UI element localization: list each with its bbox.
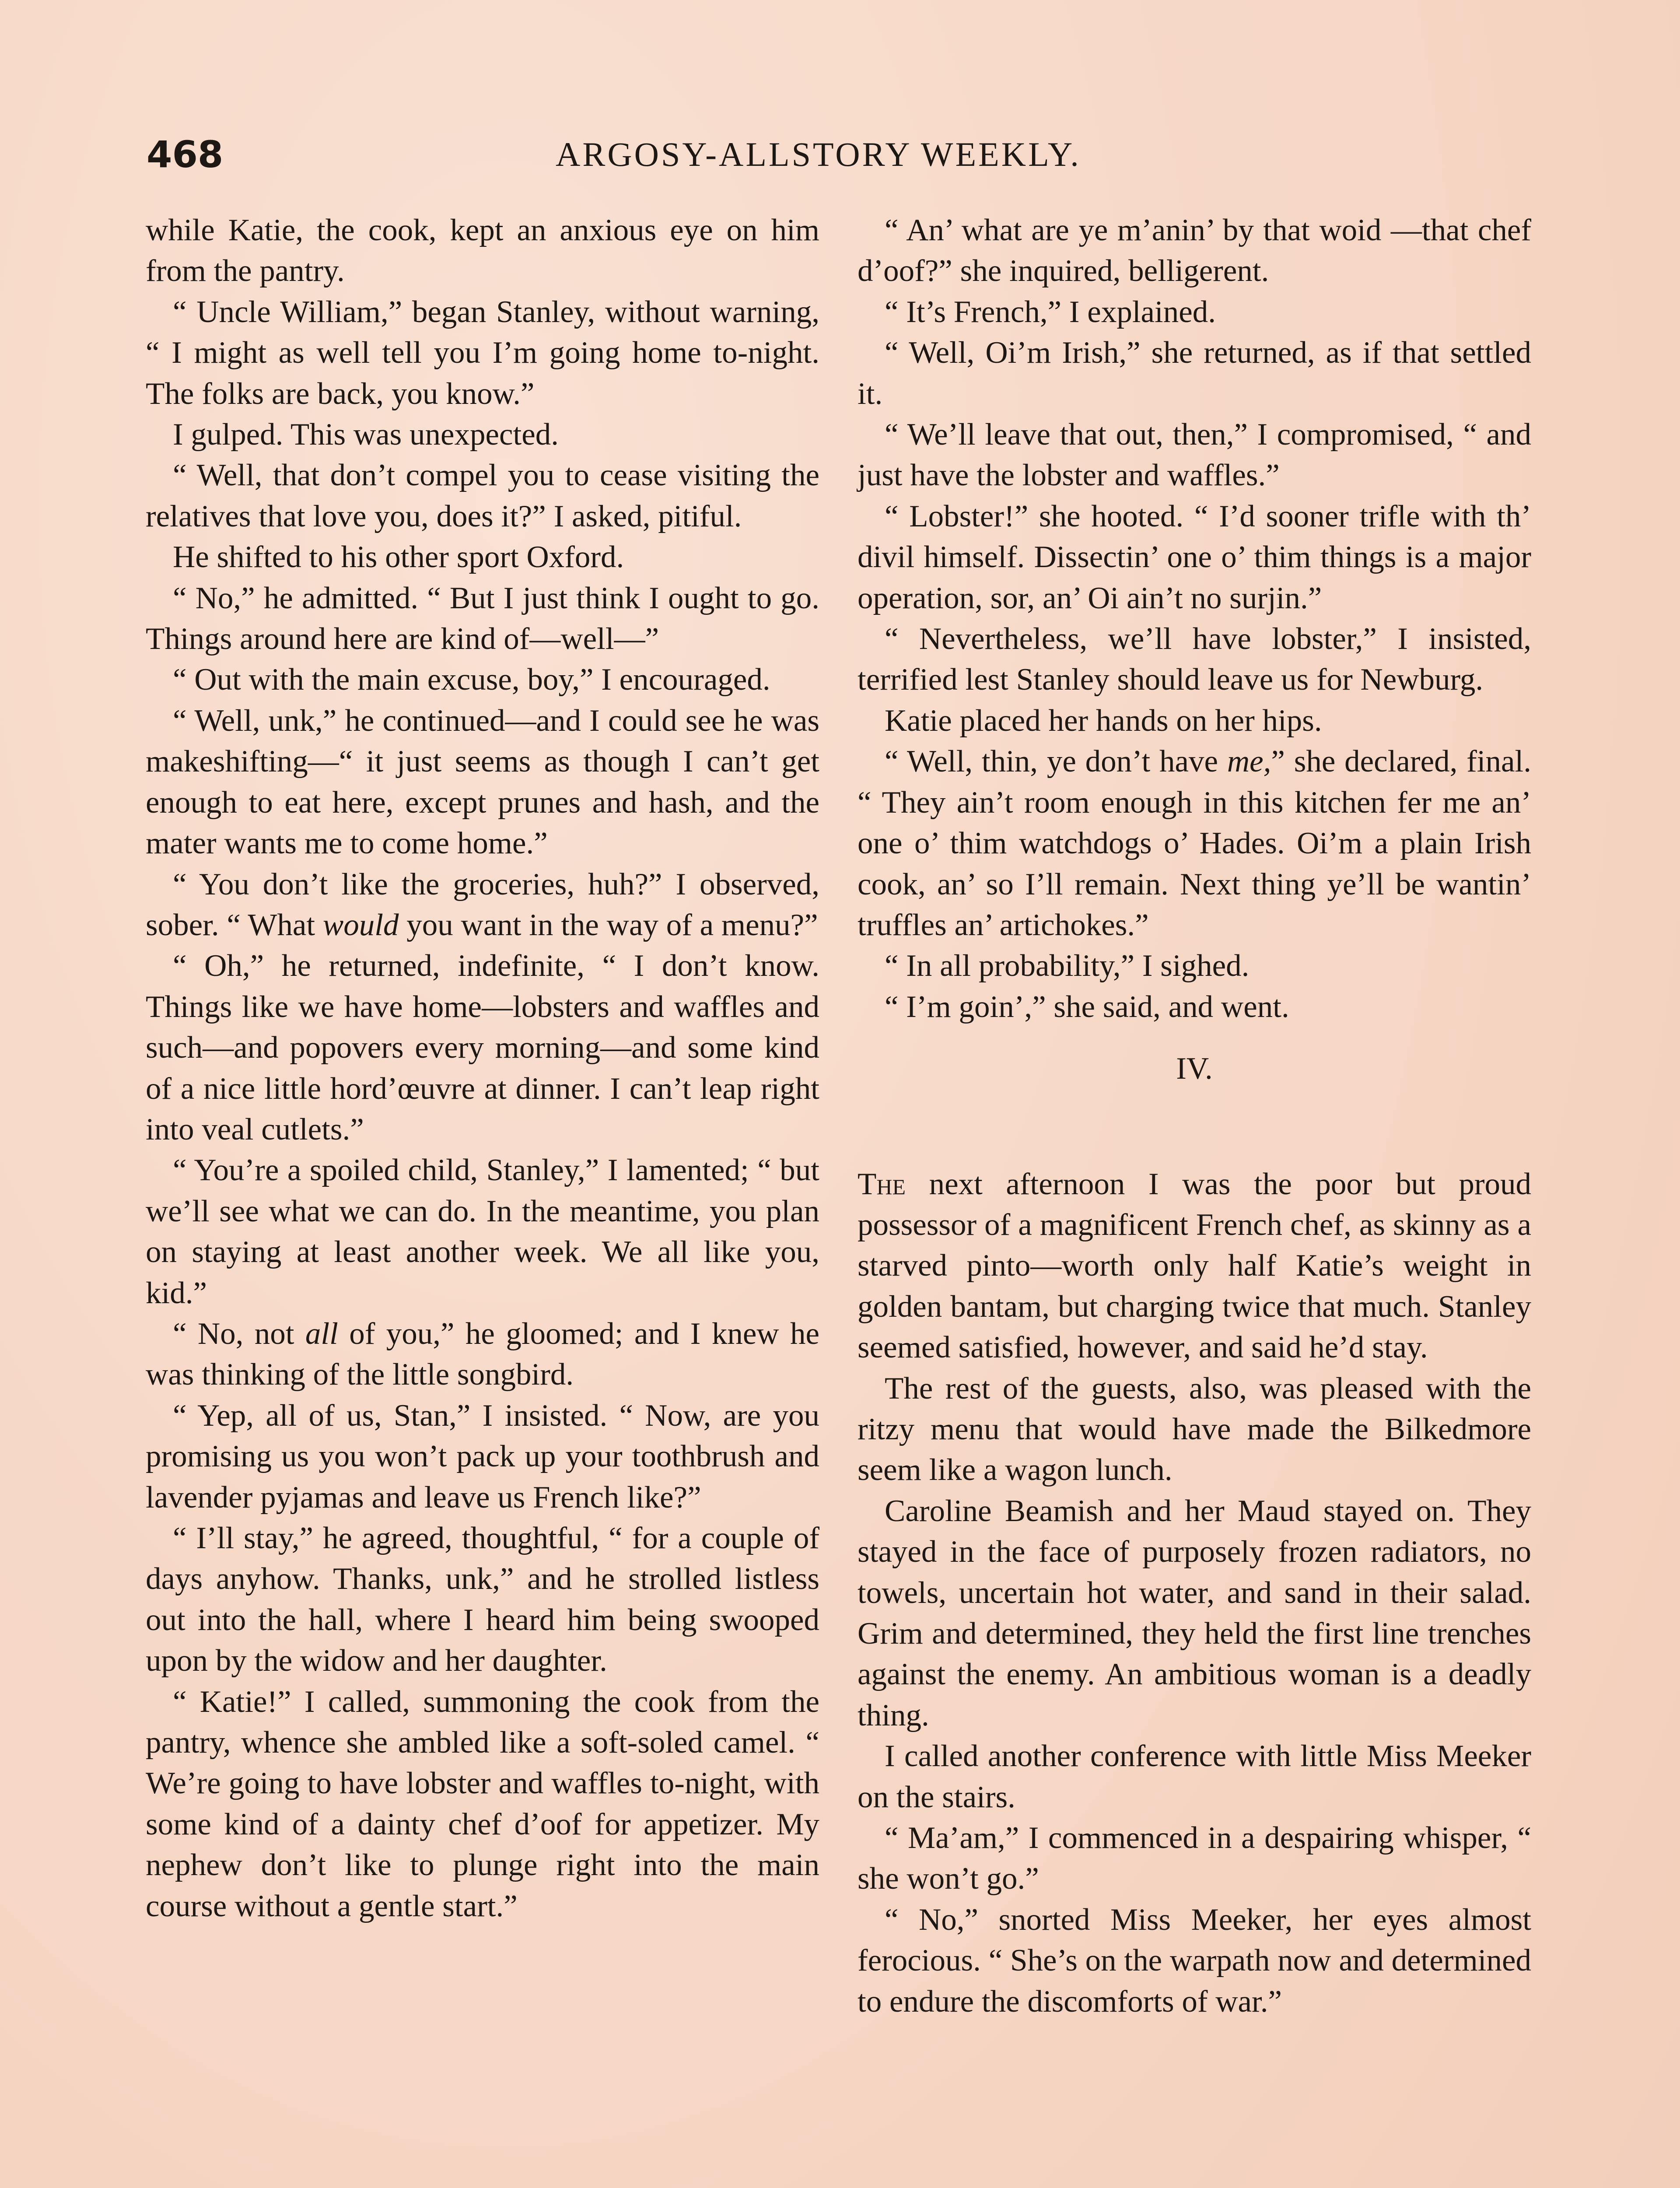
paragraph: “ Well, unk,” he continued—and I could see he was makeshifting—“ it just seems as though I can’t get enough to eat here, except prunes and hash, and the mater wants me to come home.” <box>146 703 819 861</box>
paragraph: He shifted to his other sport Oxford. <box>173 540 624 575</box>
paragraph <box>858 1164 1531 1368</box>
paragraph: Katie placed her hands on her hips. <box>885 703 1322 738</box>
left-column <box>146 210 819 1927</box>
paragraph: “ No,” he admitted. “ But I just think I ought to go. Things around here are kind of—well—” <box>146 581 819 656</box>
emphasis: would <box>322 908 399 942</box>
paragraph: Caroline Beamish and her Maud stayed on. They stayed in the face of purposely frozen radiators, no towels, uncertain hot water, and sand in their salad. Grim and determined, they held the first line trenches against the enemy. An ambitious woman is a deadly thing. <box>858 1494 1531 1732</box>
running-title: ARGOSY-ALLSTORY WEEKLY. <box>556 135 1081 173</box>
section-heading: IV. <box>1176 1052 1213 1086</box>
paragraph: “ Well, that don’t compel you to cease visiting the relatives that love you, does it?” I asked, pitiful. <box>146 458 819 533</box>
right-column <box>858 210 1531 2022</box>
paragraph: “ Yep, all of us, Stan,” I insisted. “ Now, are you promising us you won’t pack up your toothbrush and lavender pyjamas and leave us French like?” <box>146 1398 819 1515</box>
text-run: ” she declared, final. “ They ain’t room enough in this kitchen fer me an’ one o’ thim watchdogs o’ Hades. Oi’m a plain Irish cook, an’ so I’ll remain. Next thing ye’ll be wantin’ truffles an’ artichokes.” <box>858 744 1531 942</box>
lead-word: The <box>858 1167 906 1201</box>
paragraph: “ It’s French,” I explained. <box>885 295 1216 329</box>
paragraph: I called another conference with little Miss Meeker on the stairs. <box>858 1739 1531 1814</box>
paragraph: “ You’re a spoiled child, Stanley,” I lamented; “ but we’ll see what we can do. In the meantime, you plan on staying at least another week. We all like you, kid.” <box>146 1153 819 1310</box>
paragraph: I gulped. This was unexpected. <box>173 417 559 452</box>
paragraph: “ Out with the main excuse, boy,” I encouraged. <box>173 663 770 697</box>
paragraph: “ Lobster!” she hooted. “ I’d sooner trifle with th’ divil himself. Dissectin’ one o’ thim things is a major operation, sor, an’ Oi ain’t no surjin.” <box>858 499 1531 615</box>
paragraph: “ Ma’am,” I commenced in a despairing whisper, “ she won’t go.” <box>858 1821 1531 1896</box>
text-run: next afternoon I was the poor but proud possessor of a magnificent French chef, as skinny as a starved pinto—worth only half Katie’s weight in golden bantam, but charging twice that much. Stanley seemed satisfied, however, and said he’d stay. <box>858 1167 1531 1365</box>
paragraph: “ In all probability,” I sighed. <box>885 949 1250 983</box>
paragraph: “ Katie!” I called, summoning the cook from the pantry, whence she ambled like a soft-soled camel. “ We’re going to have lobster and waffles to-night, with some kind of a dainty chef d’oof for appetizer. My nephew don’t like to plunge right into the main course without a gentle start.” <box>146 1684 819 1923</box>
paragraph: “ We’ll leave that out, then,” I compromised, “ and just have the lobster and waffles.” <box>858 417 1531 493</box>
text-run: you want in the way of a menu?” <box>399 908 818 942</box>
text-run: of you,” he gloomed; and I knew he was thinking of the little songbird. <box>146 1316 820 1392</box>
paragraph: The rest of the guests, also, was pleased with the ritzy menu that would have made the Bilkedmore seem like a wagon lunch. <box>858 1371 1531 1487</box>
paragraph <box>146 1314 819 1396</box>
paragraph: “ No,” snorted Miss Meeker, her eyes almost ferocious. “ She’s on the warpath now and determined to endure the discomforts of war.” <box>858 1902 1531 2019</box>
paragraph <box>146 864 819 946</box>
paragraph: “ I’ll stay,” he agreed, thoughtful, “ for a couple of days anyhow. Thanks, unk,” and he strolled listless out into the hall, where I heard him being swooped upon by the widow and her daughter. <box>146 1521 819 1678</box>
page-number: 468 <box>147 133 224 176</box>
paragraph: “ Uncle William,” began Stanley, without warning, “ I might as well tell you I’m going home to-night. The folks are back, you know.” <box>146 295 819 411</box>
paragraph: “ Nevertheless, we’ll have lobster,” I insisted, terrified lest Stanley should leave us for Newburg. <box>858 622 1531 697</box>
text-run: “ Well, thin, ye don’t have <box>885 744 1227 779</box>
emphasis: all <box>305 1316 338 1351</box>
text-run: “ No, not <box>173 1316 305 1351</box>
paragraph: while Katie, the cook, kept an anxious eye on him from the pantry. <box>146 213 819 288</box>
paragraph: “ Well, Oi’m Irish,” she returned, as if that settled it. <box>858 336 1531 411</box>
paragraph: “ I’m goin’,” she said, and went. <box>885 989 1289 1024</box>
emphasis: me, <box>1227 744 1271 779</box>
paragraph: “ Oh,” he returned, indefinite, “ I don’t know. Things like we have home—lobsters and waffles and such—and popovers every morning—and some kind of a nice little hord’œuvre at dinner. I can’t leap right into veal cutlets.” <box>146 949 819 1147</box>
text-run: “ You don’t like the groceries, huh?” I observed, sober. “ What <box>146 867 819 942</box>
page-header <box>147 130 1122 179</box>
paragraph: “ An’ what are ye m’anin’ by that woid —that chef d’oof?” she inquired, belligerent. <box>858 213 1531 288</box>
paragraph <box>858 741 1531 946</box>
